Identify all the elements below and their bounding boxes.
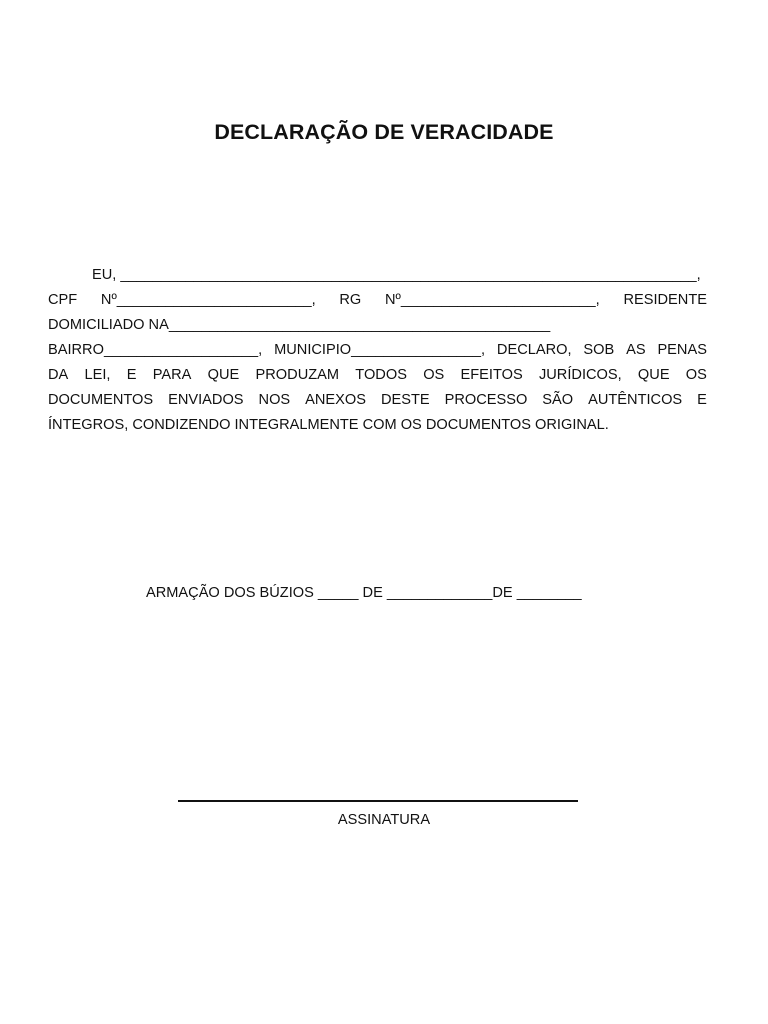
word: SOB [583, 342, 615, 358]
word: RG [339, 292, 362, 308]
address-line: DOMICILIADO NA_______________________________________________ [48, 317, 551, 333]
word: E [697, 392, 707, 408]
word: DESTE [380, 392, 430, 408]
bairro-municipio-line [48, 338, 707, 363]
declaration-body [48, 263, 707, 438]
word: CPF [48, 292, 78, 308]
word: PENAS [657, 342, 707, 358]
word: DA [48, 367, 69, 383]
word: DOCUMENTOS [48, 392, 154, 408]
word: LEI, [84, 367, 111, 383]
word: AS [626, 342, 646, 358]
document-title: DECLARAÇÃO DE VERACIDADE [214, 120, 554, 144]
name-line: EU, _______________________________________________________________________, [92, 267, 701, 283]
word: QUE [207, 367, 240, 383]
municipio-blank: MUNICIPIO________________, [274, 342, 486, 358]
word: OS [685, 367, 707, 383]
word: NOS [258, 392, 291, 408]
word: QUE [637, 367, 670, 383]
word: EFEITOS [460, 367, 523, 383]
word: PRODUZAM [255, 367, 340, 383]
word: TODOS [355, 367, 407, 383]
word: PROCESSO [444, 392, 528, 408]
word: JURÍDICOS, [538, 367, 622, 383]
word: E [126, 367, 137, 383]
word: SÃO [542, 392, 574, 408]
rg-blank: Nº________________________, [385, 292, 600, 308]
cpf-rg-line [48, 288, 707, 313]
text-line-last: ÍNTEGROS, CONDIZENDO INTEGRALMENTE COM OS DOCUMENTOS ORIGINAL. [48, 417, 609, 433]
word: AUTÊNTICOS [588, 392, 683, 408]
word: ANEXOS [305, 392, 366, 408]
bairro-blank: BAIRRO___________________, [48, 342, 263, 358]
word: RESIDENTE [623, 292, 707, 308]
text-line [48, 388, 707, 413]
word: PARA [152, 367, 192, 383]
text-line [48, 363, 707, 388]
word: ENVIADOS [168, 392, 244, 408]
word: DECLARO, [496, 342, 572, 358]
signature-label: ASSINATURA [337, 812, 431, 828]
word: OS [423, 367, 445, 383]
cpf-blank: Nº________________________, [100, 292, 316, 308]
signature-line [178, 800, 578, 802]
place-date-line: ARMAÇÃO DOS BÚZIOS _____ DE _____________DE ________ [146, 585, 582, 601]
